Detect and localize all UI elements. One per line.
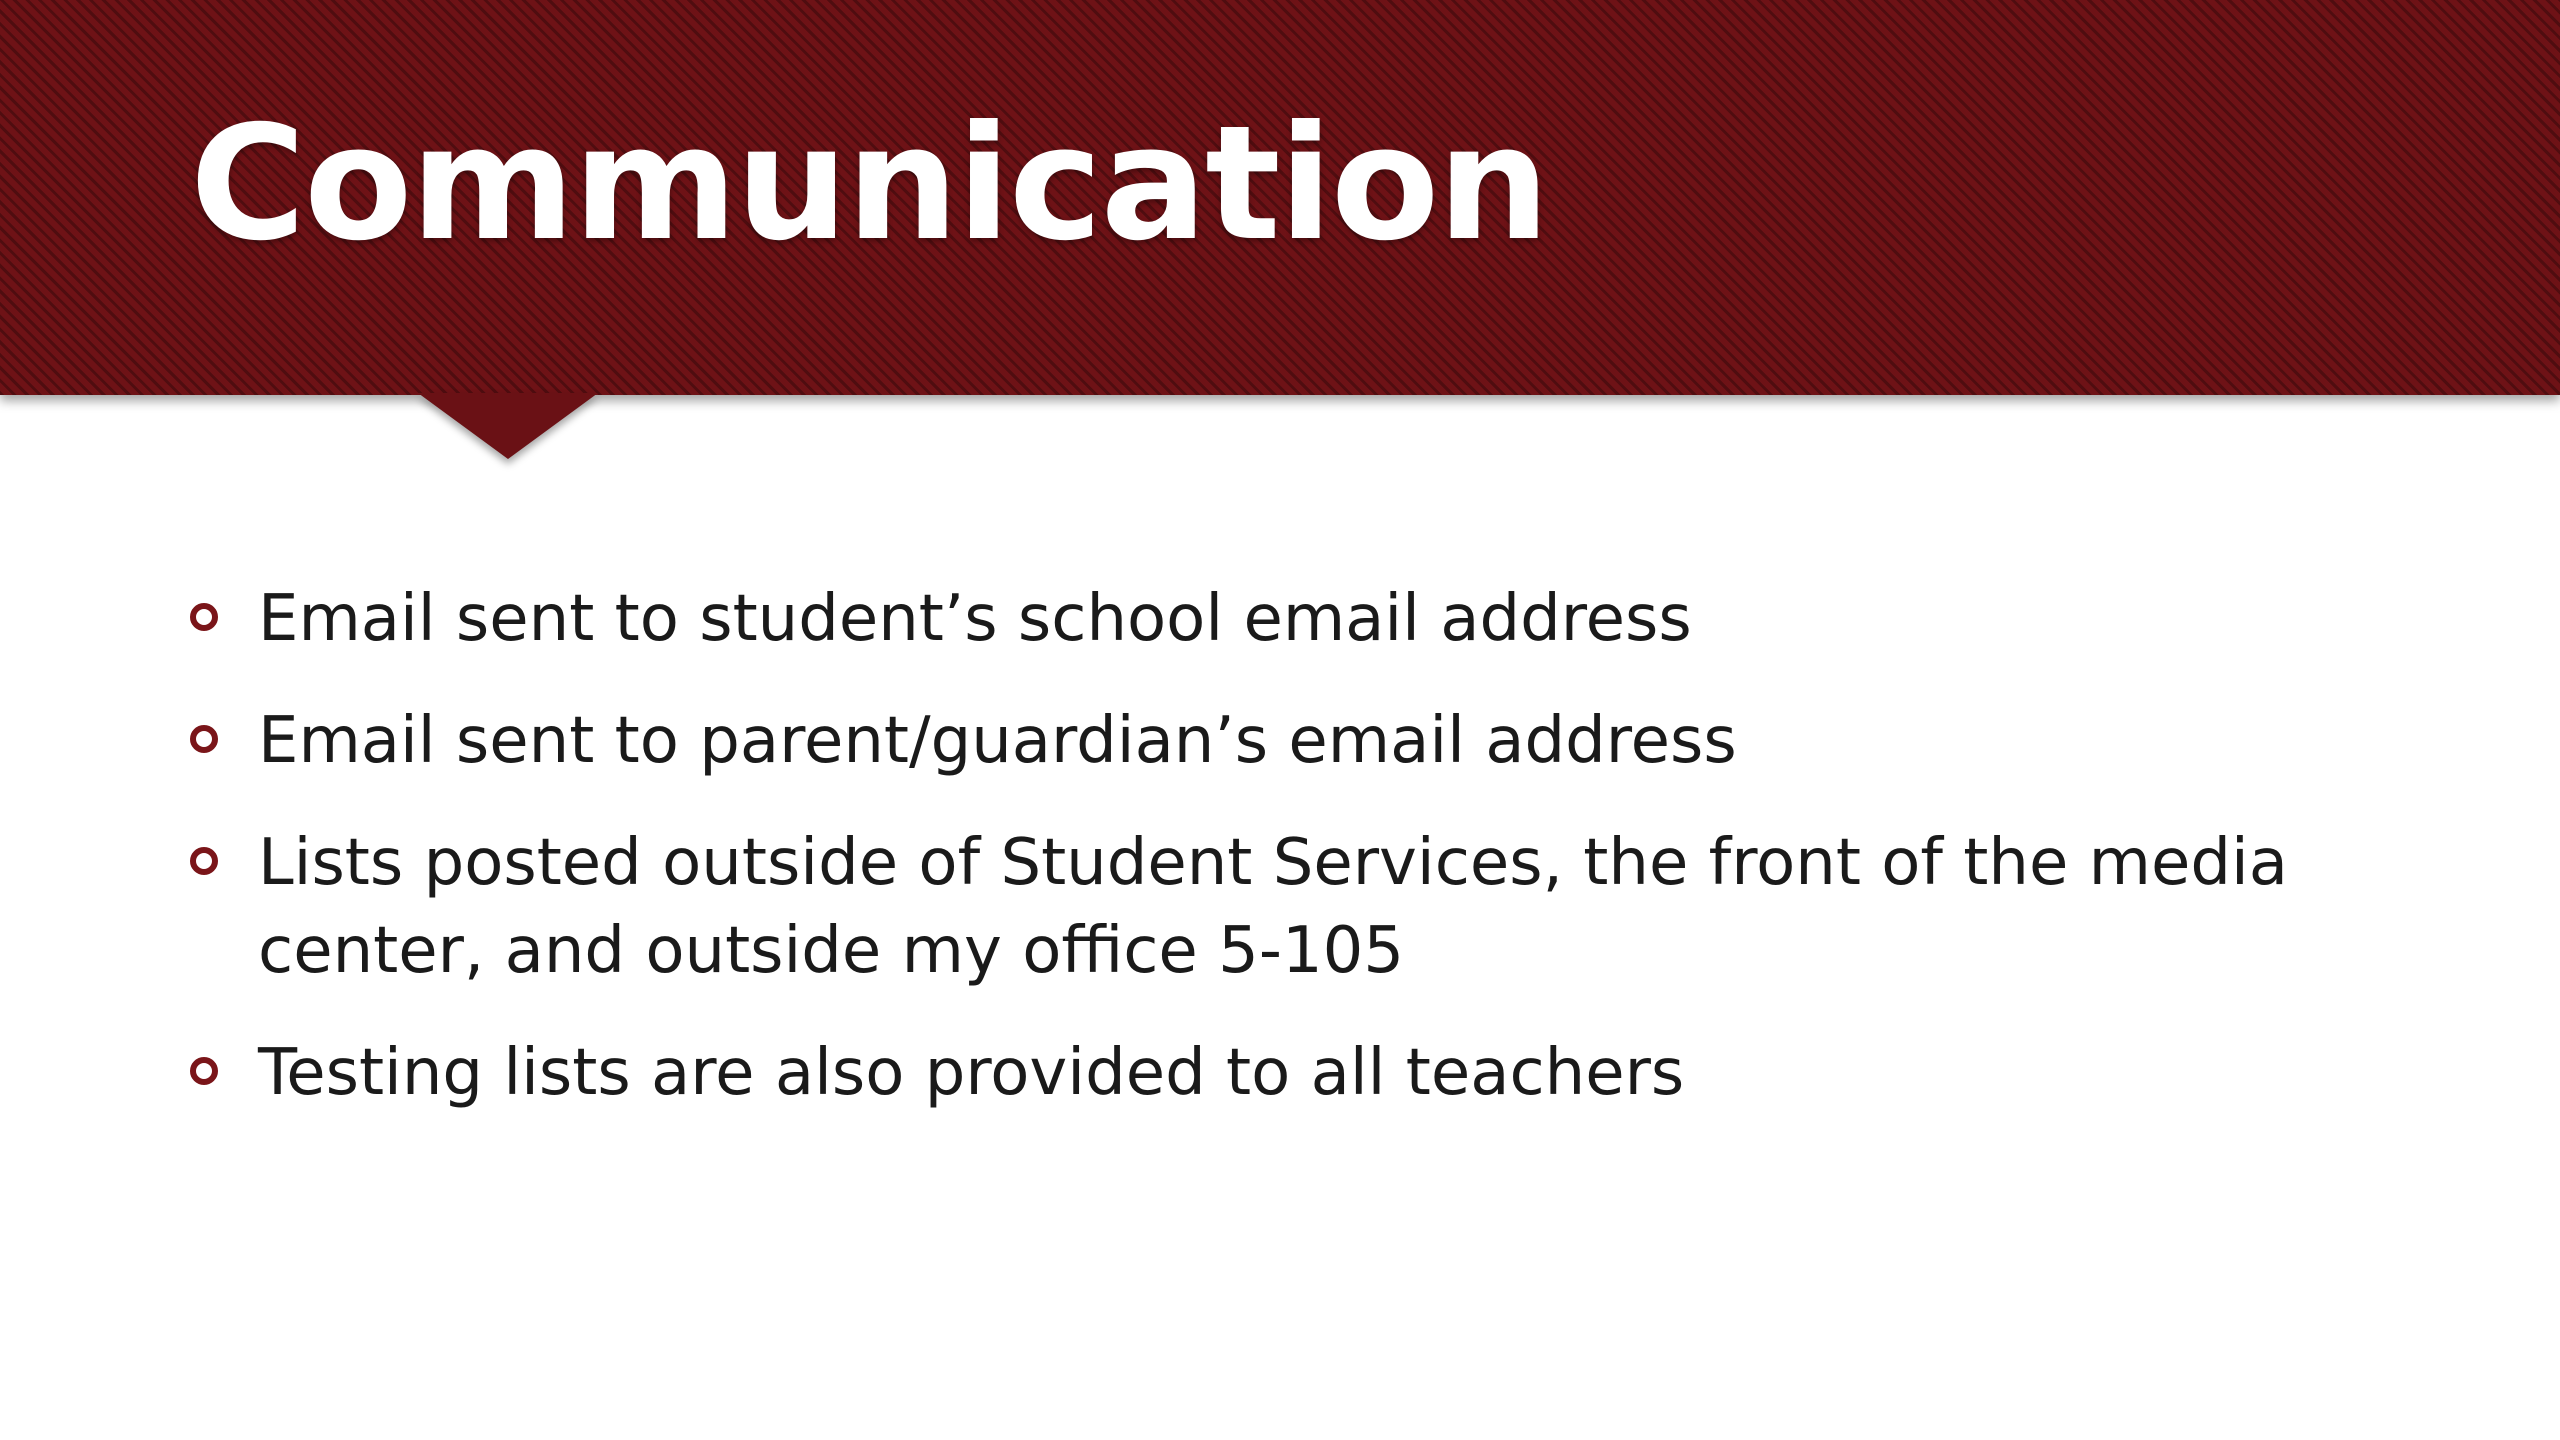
banner-pointer (418, 393, 598, 459)
bullet-text: Testing lists are also provided to all teachers (258, 1036, 1685, 1110)
circle-bullet-icon (190, 1057, 218, 1085)
bullet-text: Email sent to parent/guardian’s email address (258, 704, 1737, 778)
circle-bullet-icon (190, 603, 218, 631)
bullet-item (190, 819, 2440, 995)
circle-bullet-icon (190, 725, 218, 753)
slide-title: Communication (190, 92, 1548, 276)
bullet-item (190, 697, 2440, 785)
bullet-item (190, 575, 2440, 663)
circle-bullet-icon (190, 847, 218, 875)
bullet-text: Email sent to student’s school email address (258, 582, 1692, 656)
bullet-list (190, 575, 2440, 1151)
bullet-item (190, 1029, 2440, 1117)
bullet-text: Lists posted outside of Student Services, the front of the media center, and outside my office 5-105 (258, 826, 2288, 988)
